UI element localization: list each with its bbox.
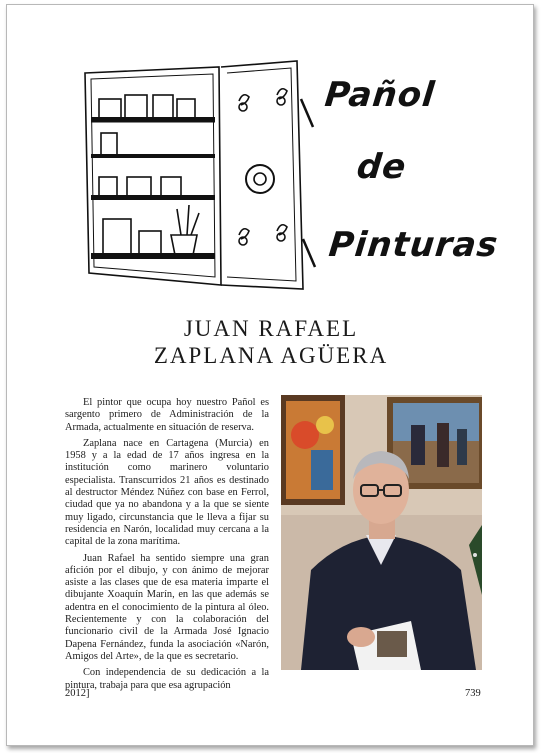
article-paragraph: Zaplana nace en Cartagena (Murcia) en 1958 y a la edad de 17 años ingresa en la institución como marinero voluntario especialista. Transcurridos 21 años es destinado al destructor Méndez Núñez con base en Ferrol, ciudad que ya no abandona y a la que se siente muy ligado, circunstancia que le lleva a fijar su residencia en Narón, localidad muy cercana a la capital de la zona marítima. [65,437,269,548]
paint-locker-illustration [77,59,327,299]
article-paragraph: El pintor que ocupa hoy nuestro Pañol es sargento primero de Administración de la Armada, actualmente en situación de reserva. [65,397,269,433]
section-title-line2: de [354,147,409,187]
footer-year: 2012] [65,688,90,699]
section-title-line1: Pañol [322,75,438,115]
author-name-line2: ZAPLANA AGÜERA [153,343,389,368]
magazine-page [6,4,534,746]
article-paragraph: Juan Rafael ha sentido siempre una gran afición por el dibujo, y con ánimo de mejorar asiste a las clases que de esa materia imparte el dibujante Xoaquín Marín, en las que además se adentra en el conocimiento de la pintura al óleo. Recientemente y con la colaboración del funcionario civil de la Armada José Ignacio Dapena Fernández, funda la asociación «Narón, Amigos del Arte», de la que es secretario. [65,552,269,662]
section-title-line3: Pinturas [326,225,501,265]
article-paragraph: Con independencia de su dedicación a la pintura, trabaja para que esa agrupación [65,667,269,691]
article-body [65,397,269,696]
page-number: 739 [465,688,481,699]
author-photo [281,395,482,670]
author-name-line1: JUAN RAFAEL [183,316,359,341]
